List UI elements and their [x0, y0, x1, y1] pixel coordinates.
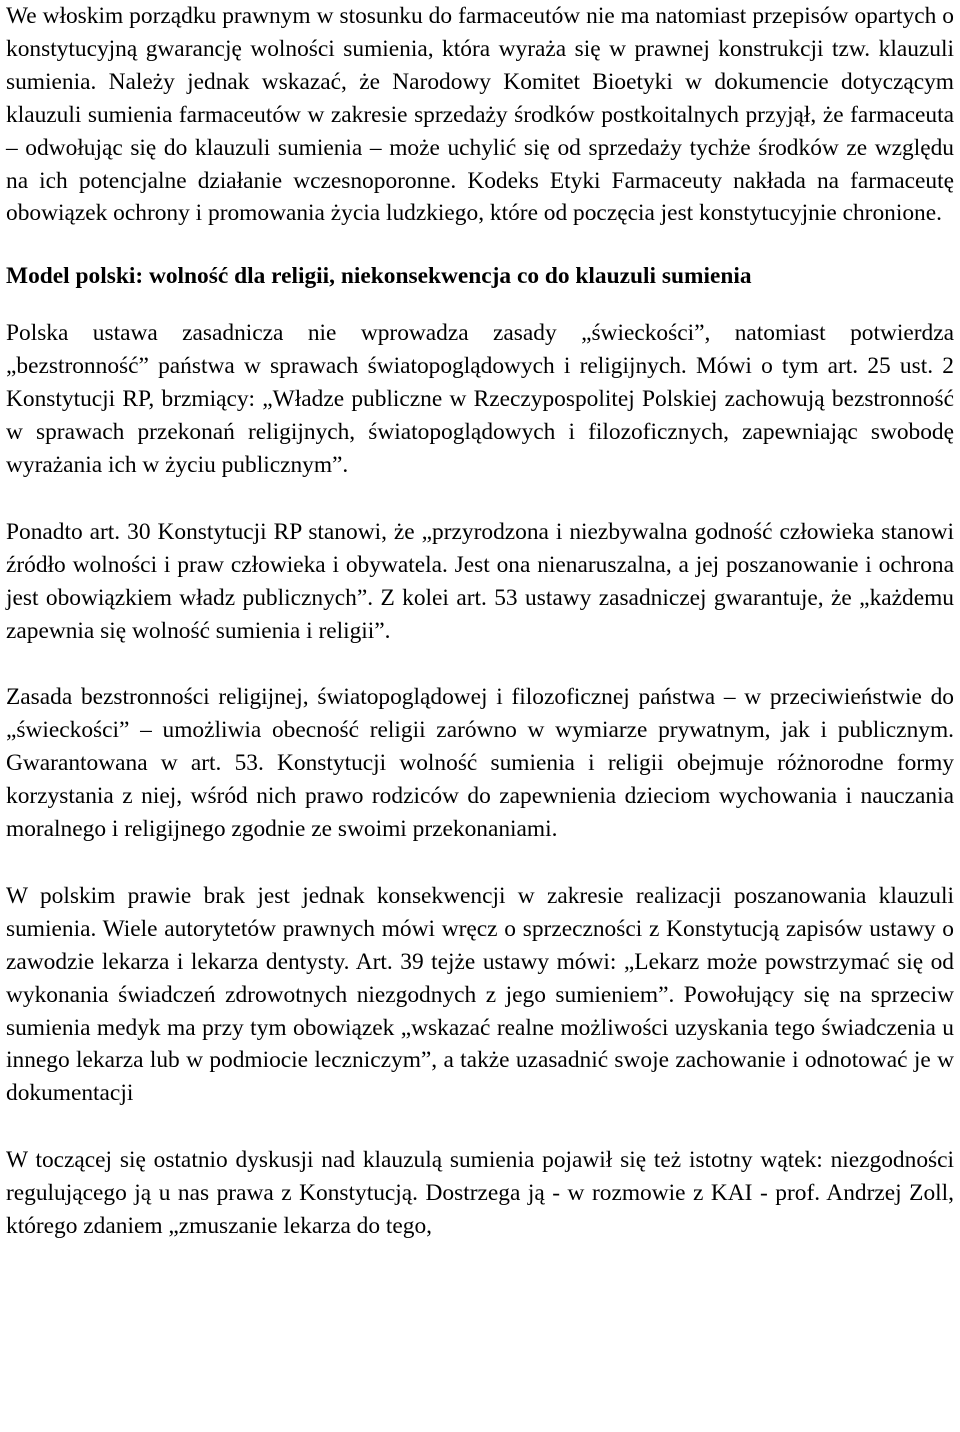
paragraph-impartiality: Zasada bezstronności religijnej, światopoglądowej i filozoficznej państwa – w przeciwieństwie do „świeckości” – umożliwia obecność religii zarówno w wymiarze prywatnym, jak i publicznym. Gwarantowana w art. 53. Konstytucji wolność sumienia i religii obejmuje różnorodne formy korzystania z niej, wśród nich prawo rodziców do zapewnienia dzieciom wychowania i nauczania moralnego i religijnego zgodnie ze swoimi przekonaniami. [6, 684, 954, 843]
paragraph-italian-pharmacists: We włoskim porządku prawnym w stosunku do farmaceutów nie ma natomiast przepisów opartych o konstytucyjną gwarancję wolności sumienia, która wyraża się w prawnej konstrukcji tzw. klauzuli sumienia. Należy jednak wskazać, że Narodowy Komitet Bioetyki w dokumencie dotyczącym klauzuli sumienia farmaceutów w zakresie sprzedaży środków postkoitalnych przyjął, że farmaceuta – odwołując się do klauzuli sumienia – może uchylić się od sprzedaży tychże środków ze względu na ich potencjalne działanie wczesnoporonne. Kodeks Etyki Farmaceuty nakłada na farmaceutę obowiązek ochrony i promowania życia ludzkiego, które od poczęcia jest konstytucyjnie chronione. [6, 3, 954, 227]
paragraph-inconsistency: W polskim prawie brak jest jednak konsekwencji w zakresie realizacji poszanowania klauzuli sumienia. Wiele autorytetów prawnych mówi wręcz o sprzeczności z Konstytucją zapisów ustawy o zawodzie lekarza i lekarza dentysty. Art. 39 tejże ustawy mówi: „Lekarz może powstrzymać się od wykonania świadczeń zdrowotnych niezgodnych z jego sumieniem”. Powołujący się na sprzeciw sumienia medyk ma przy tym obowiązek „wskazać realne możliwości uzyskania tego świadczenia u innego lekarza lub w podmiocie leczniczym”, a także uzasadnić swoje zachowanie i odnotować je w dokumentacji [6, 882, 954, 1107]
paragraph-polish-constitution: Polska ustawa zasadnicza nie wprowadza zasady „świeckości”, natomiast potwierdza „bezstronność” państwa w sprawach światopoglądowych i religijnych. Mówi o tym art. 25 ust. 2 Konstytucji RP, brzmiący: „Władze publiczne w Rzeczypospolitej Polskiej zachowują bezstronność w sprawach przekonań religijnych, światopoglądowych i filozoficznych, zapewniając swobodę wyrażania ich w życiu publicznym”. [6, 320, 954, 478]
paragraph-article-30: Ponadto art. 30 Konstytucji RP stanowi, że „przyrodzona i niezbywalna godność człowieka stanowi źródło wolności i praw człowieka i obywatela. Jest ona nienaruszalna, a jej poszanowanie i ochrona jest obowiązkiem władz publicznych”. Z kolei art. 53 ustawy zasadniczej gwarantuje, że „każdemu zapewnia się wolność sumienia i religii”. [6, 518, 954, 644]
section-heading: Model polski: wolność dla religii, niekonsekwencja co do klauzuli sumienia [6, 263, 752, 290]
paragraph-discussion: W toczącej się ostatnio dyskusji nad klauzulą sumienia pojawił się też istotny wątek: niezgodności regulującego ją u nas prawa z Konstytucją. Dostrzega ją - w rozmowie z KAI - prof. Andrzej Zoll, którego zdaniem „zmuszanie lekarza do tego, [6, 1147, 954, 1240]
document-page [6, 0, 954, 1243]
